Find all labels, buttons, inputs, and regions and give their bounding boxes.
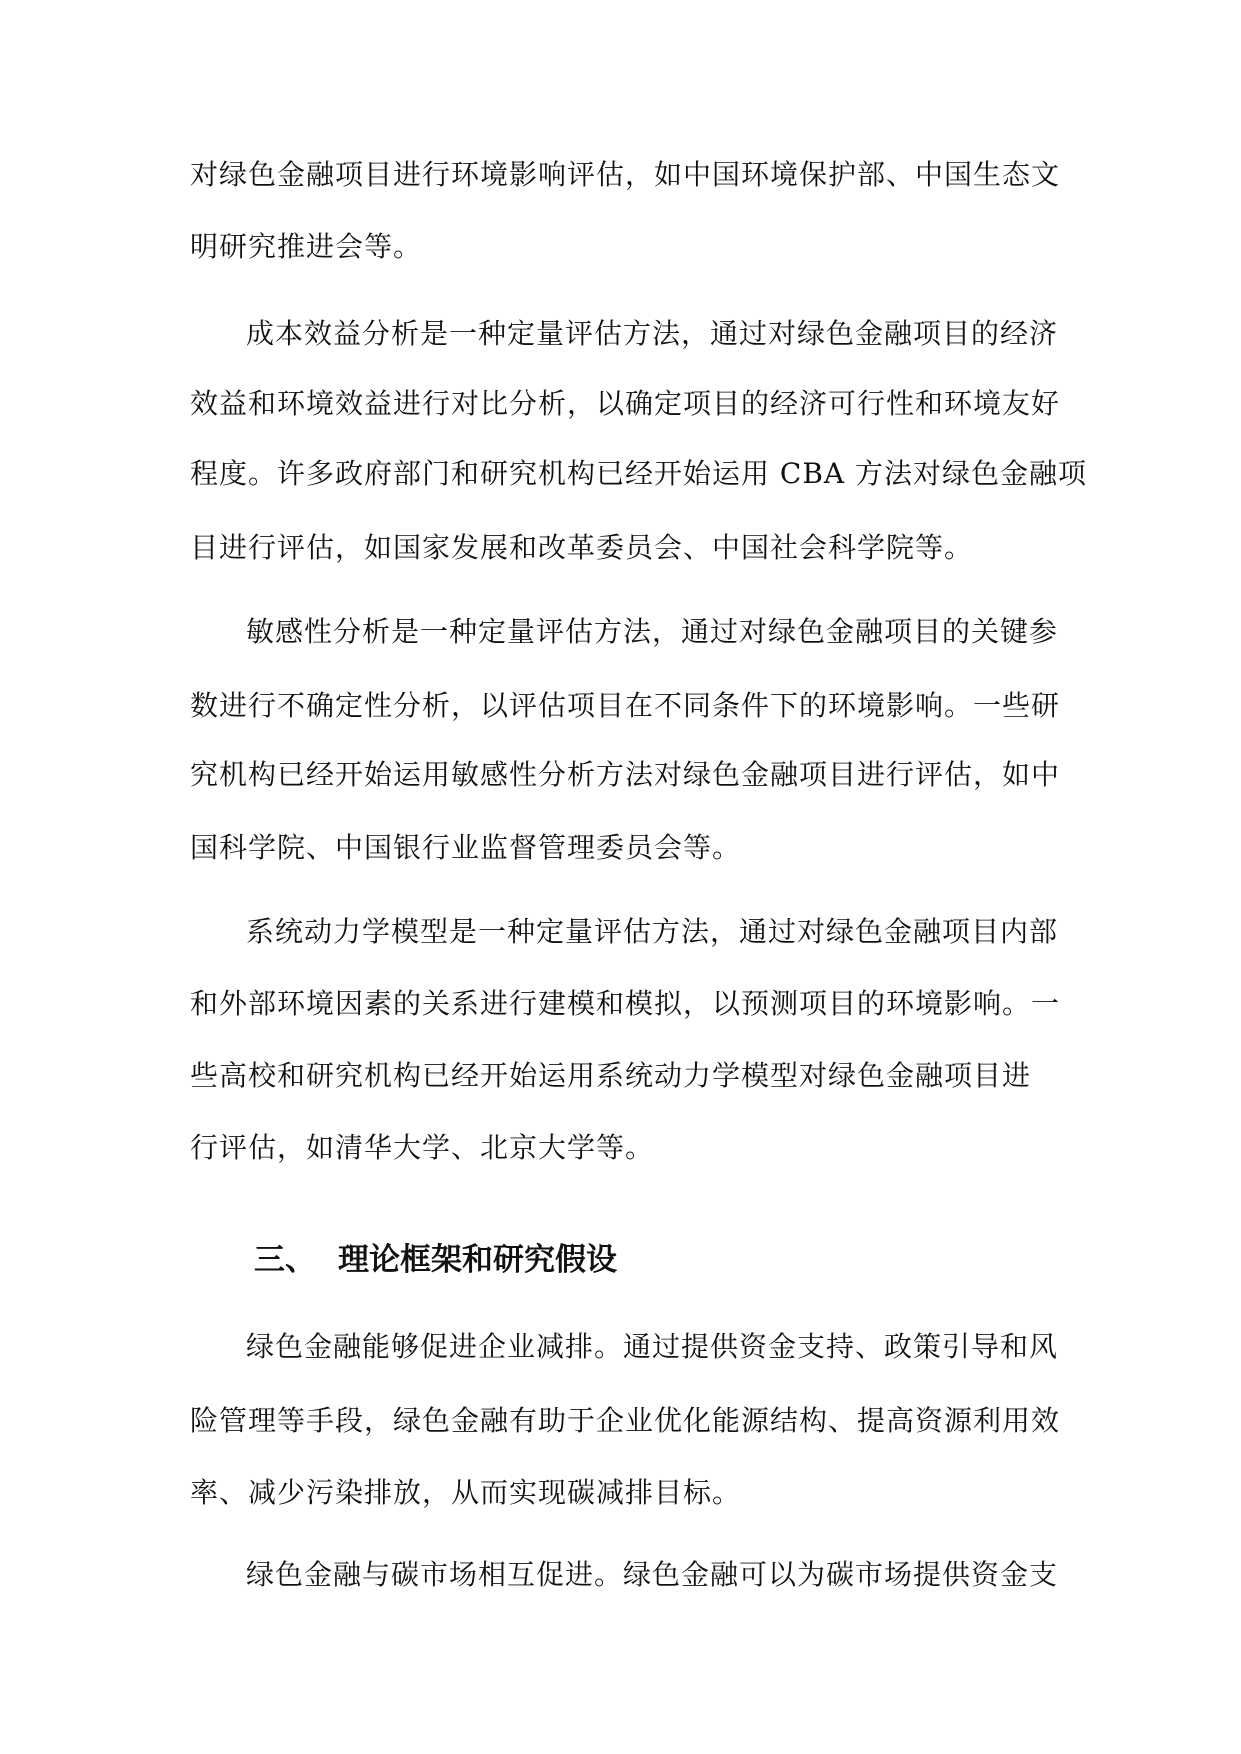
- body-text-line: 目进行评估，如国家发展和改革委员会、中国社会科学院等。: [190, 531, 974, 564]
- paragraph-start-line: 敏感性分析是一种定量评估方法，通过对绿色金融项目的关键参: [246, 615, 1059, 648]
- section-title: 理论框架和研究假设: [338, 1242, 617, 1278]
- paragraph-start-line: 绿色金融能够促进企业减排。通过提供资金支持、政策引导和风: [246, 1330, 1059, 1363]
- paragraph-start-line: 系统动力学模型是一种定量评估方法，通过对绿色金融项目内部: [246, 915, 1059, 948]
- body-text-line: 些高校和研究机构已经开始运用系统动力学模型对绿色金融项目进: [190, 1059, 1032, 1092]
- body-text-line: 行评估，如清华大学、北京大学等。: [190, 1131, 655, 1164]
- body-text-line: 和外部环境因素的关系进行建模和模拟，以预测项目的环境影响。一: [190, 987, 1061, 1020]
- body-text-line: 对绿色金融项目进行环境影响评估，如中国环境保护部、中国生态文: [190, 158, 1061, 191]
- body-text-line: 效益和环境效益进行对比分析，以确定项目的经济可行性和环境友好: [190, 387, 1061, 420]
- paragraph-start-line: 成本效益分析是一种定量评估方法，通过对绿色金融项目的经济: [246, 317, 1059, 350]
- body-text-line: 险管理等手段，绿色金融有助于企业优化能源结构、提高资源利用效: [190, 1404, 1061, 1437]
- body-text-line: 国科学院、中国银行业监督管理委员会等。: [190, 831, 742, 864]
- body-text-line: 数进行不确定性分析，以评估项目在不同条件下的环境影响。一些研: [190, 689, 1061, 722]
- section-number: 三、: [254, 1242, 316, 1278]
- section-heading: [254, 1240, 617, 1280]
- body-text-line: 究机构已经开始运用敏感性分析方法对绿色金融项目进行评估，如中: [190, 758, 1061, 791]
- paragraph-start-line: 绿色金融与碳市场相互促进。绿色金融可以为碳市场提供资金支: [246, 1558, 1059, 1591]
- body-text-line: 率、减少污染排放，从而实现碳减排目标。: [190, 1476, 742, 1509]
- body-text-line: 程度。许多政府部门和研究机构已经开始运用 CBA 方法对绿色金融项: [190, 457, 1088, 490]
- body-text-line: 明研究推进会等。: [190, 230, 423, 263]
